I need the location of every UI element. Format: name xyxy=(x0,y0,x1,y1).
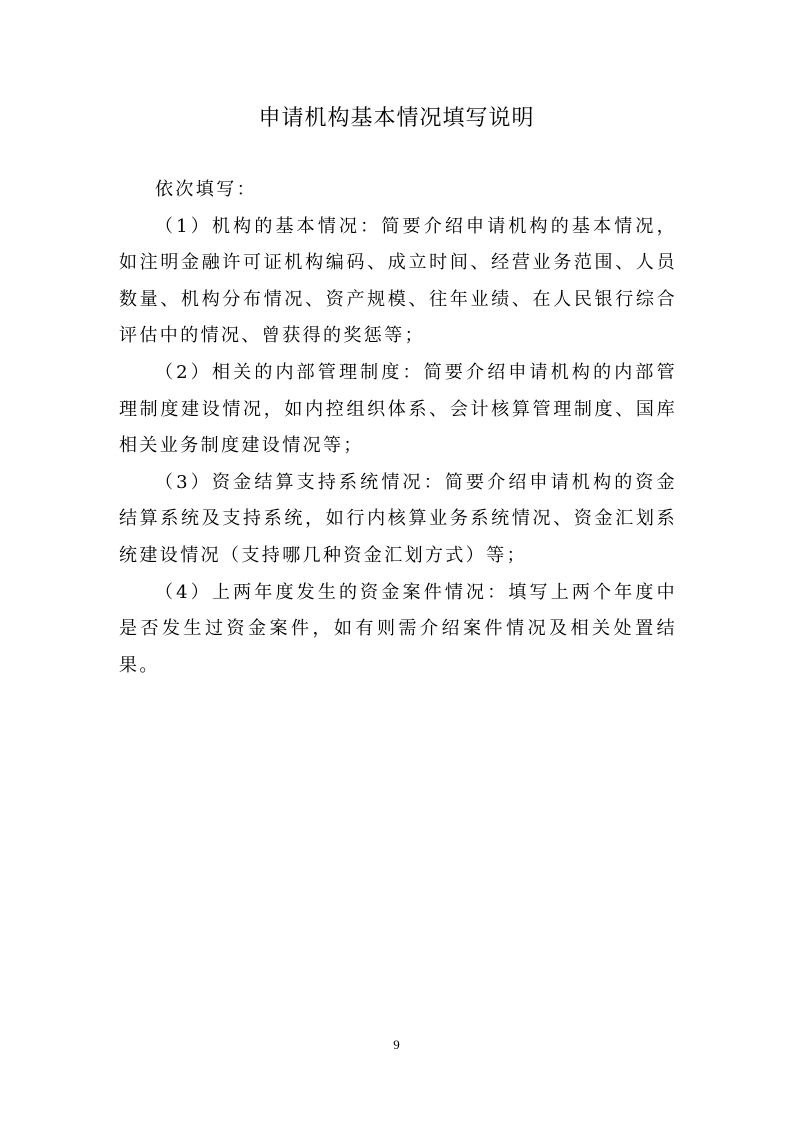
item-paragraph-4: （4）上两年度发生的资金案件情况：填写上两个年度中是否发生过资金案件，如有则需介绍案件情况及相关处置结果。 xyxy=(119,581,677,676)
document-body xyxy=(119,172,677,684)
document-title: 申请机构基本情况填写说明 xyxy=(258,106,535,131)
page-number: 9 xyxy=(393,1037,400,1052)
intro-paragraph: 依次填写： xyxy=(155,179,257,200)
item-paragraph-2: （2）相关的内部管理制度：简要介绍申请机构的内部管理制度建设情况，如内控组织体系、会计核算管理制度、国库相关业务制度建设情况等； xyxy=(119,361,677,457)
item-paragraph-1: （1）机构的基本情况：简要介绍申请机构的基本情况，如注明金融许可证机构编码、成立时间、经营业务范围、人员数量、机构分布情况、资产规模、往年业绩、在人民银行综合评估中的情况、曾获得的奖惩等； xyxy=(119,215,677,347)
item-paragraph-3: （3）资金结算支持系统情况：简要介绍申请机构的资金结算系统及支持系统，如行内核算业务系统情况、资金汇划系统建设情况（支持哪几种资金汇划方式）等； xyxy=(119,471,677,566)
